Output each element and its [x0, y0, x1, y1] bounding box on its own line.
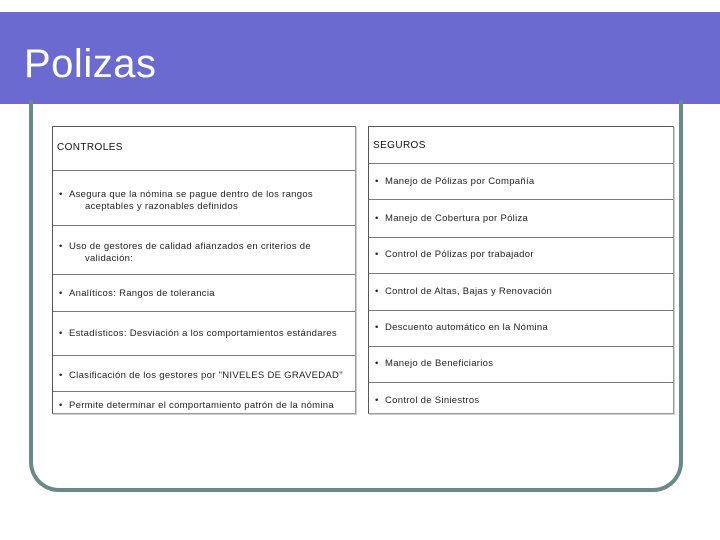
item-text: Manejo de Cobertura por Póliza — [385, 213, 529, 224]
bullet-icon: • — [59, 400, 63, 411]
bullet-icon: • — [59, 189, 63, 200]
divider — [53, 274, 355, 275]
seguros-item-6 — [375, 395, 479, 407]
divider — [369, 163, 673, 164]
item-text: Manejo de Beneficiarios — [385, 358, 494, 369]
bullet-icon: • — [375, 286, 379, 297]
item-text: Uso de gestores de calidad afianzados en criterios de — [69, 241, 311, 252]
item-text: Manejo de Pólizas por Compañía — [385, 176, 535, 187]
controles-item-3 — [59, 328, 337, 340]
bullet-icon: • — [375, 358, 379, 369]
divider — [53, 311, 355, 312]
bullet-icon: • — [375, 395, 379, 406]
item-text: Control de Pólizas por trabajador — [385, 249, 534, 260]
divider — [53, 225, 355, 226]
item-text: Estadísticos: Desviación a los comportamientos estándares — [69, 328, 337, 339]
divider — [369, 199, 673, 200]
seguros-item-0 — [375, 176, 534, 188]
bullet-icon: • — [375, 213, 379, 224]
controles-panel — [52, 126, 356, 414]
bullet-icon: • — [375, 249, 379, 260]
item-text: Clasificación de los gestores por "NIVELES DE GRAVEDAD" — [69, 370, 343, 381]
item-text: Control de Altas, Bajas y Renovación — [385, 286, 553, 297]
controles-header: CONTROLES — [57, 142, 123, 153]
seguros-header: SEGUROS — [373, 140, 426, 151]
item-text: Permite determinar el comportamiento patrón de la nómina — [69, 400, 334, 411]
bullet-icon: • — [375, 176, 379, 187]
bullet-icon: • — [59, 370, 63, 381]
divider — [53, 170, 355, 171]
seguros-item-3 — [375, 286, 552, 298]
divider — [369, 346, 673, 347]
item-text: Asegura que la nómina se pague dentro de los rangos — [69, 189, 313, 200]
bullet-icon: • — [59, 328, 63, 339]
controles-item-2 — [59, 288, 215, 300]
seguros-item-1 — [375, 213, 528, 225]
divider — [53, 391, 355, 392]
item-text-cont: validación: — [85, 253, 134, 264]
seguros-item-2 — [375, 249, 534, 261]
page-title: Polizas — [24, 42, 157, 86]
divider — [369, 310, 673, 311]
divider — [369, 382, 673, 383]
controles-item-0 — [59, 189, 313, 213]
divider — [53, 355, 355, 356]
item-text: Descuento automático en la Nómina — [385, 322, 549, 333]
item-text: Control de Siniestros — [385, 395, 480, 406]
controles-item-5 — [59, 400, 334, 412]
seguros-item-4 — [375, 322, 548, 334]
controles-item-1 — [59, 241, 311, 265]
item-text-cont: aceptables y razonables definidos — [85, 201, 239, 212]
divider — [369, 273, 673, 274]
controles-item-4 — [59, 370, 343, 382]
seguros-panel — [368, 126, 674, 414]
title-bar — [0, 12, 720, 104]
bullet-icon: • — [375, 322, 379, 333]
item-text: Analíticos: Rangos de tolerancia — [69, 288, 215, 299]
bullet-icon: • — [59, 241, 63, 252]
seguros-item-5 — [375, 358, 493, 370]
bullet-icon: • — [59, 288, 63, 299]
divider — [369, 237, 673, 238]
